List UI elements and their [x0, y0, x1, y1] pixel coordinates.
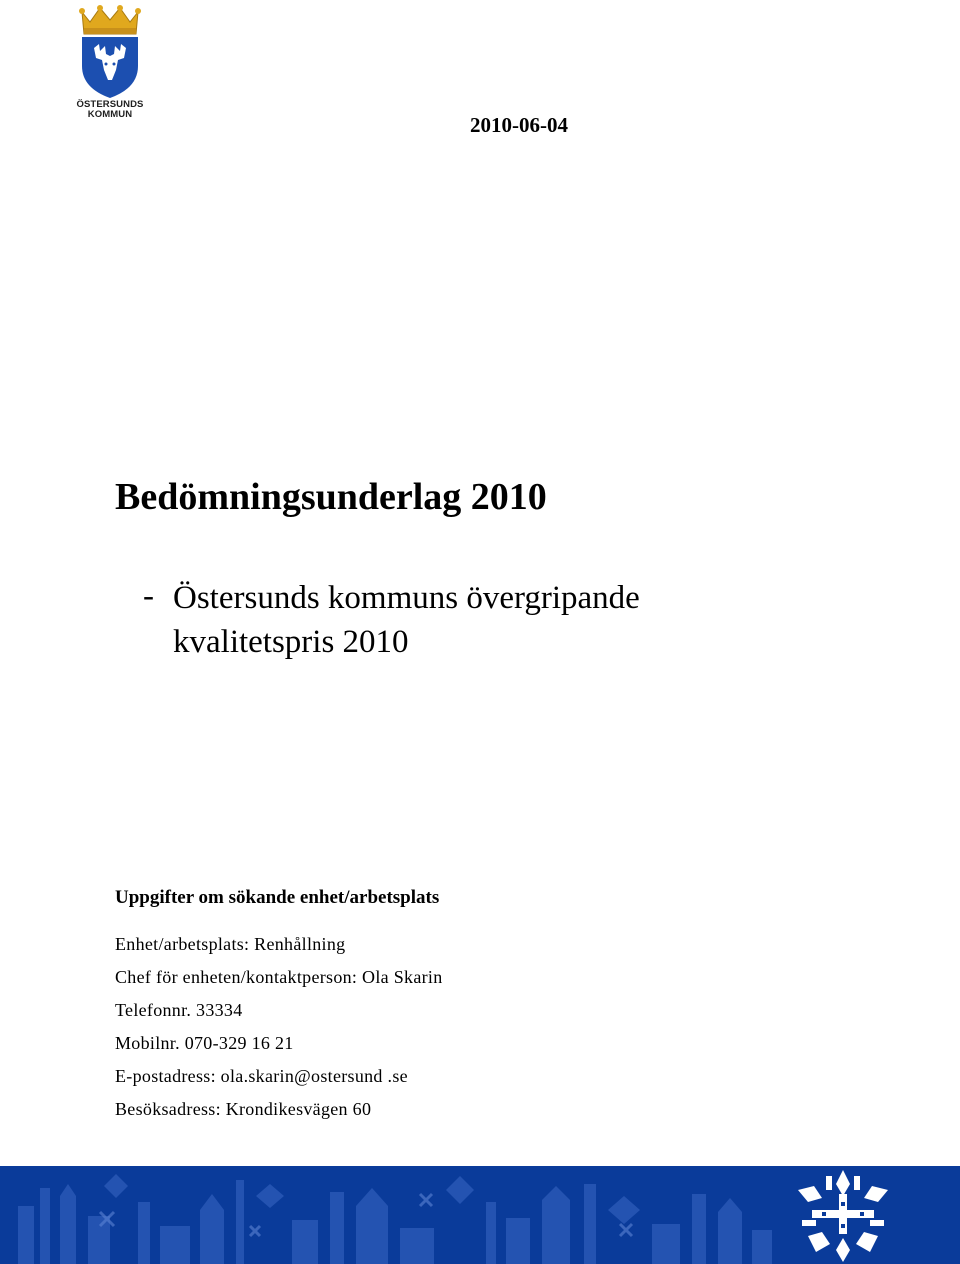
- subtitle-dash: -: [143, 578, 154, 614]
- document-date: 2010-06-04: [470, 113, 568, 137]
- snowflake-icon: [788, 1166, 898, 1264]
- applicant-heading: Uppgifter om sökande enhet/arbetsplats: [115, 887, 440, 908]
- footer-banner: [0, 1166, 960, 1264]
- phone-line: Telefonnr. 33334: [115, 1000, 243, 1020]
- mobile-line: Mobilnr. 070-329 16 21: [115, 1033, 294, 1053]
- email-line: E-postadress: ola.skarin@ostersund .se: [115, 1066, 408, 1086]
- address-line: Besöksadress: Krondikesvägen 60: [115, 1099, 372, 1119]
- contact-person-line: Chef för enheten/kontaktperson: Ola Skarin: [115, 967, 443, 987]
- page-subtitle: Östersunds kommuns övergripande kvalitetspris 2010: [173, 580, 640, 660]
- page-title: Bedömningsunderlag 2010: [115, 476, 547, 518]
- logo-text-line-2: KOMMUN: [87, 109, 133, 120]
- logo-text-line-1: ÖSTERSUNDS: [76, 99, 144, 110]
- unit-line: Enhet/arbetsplats: Renhållning: [115, 934, 346, 954]
